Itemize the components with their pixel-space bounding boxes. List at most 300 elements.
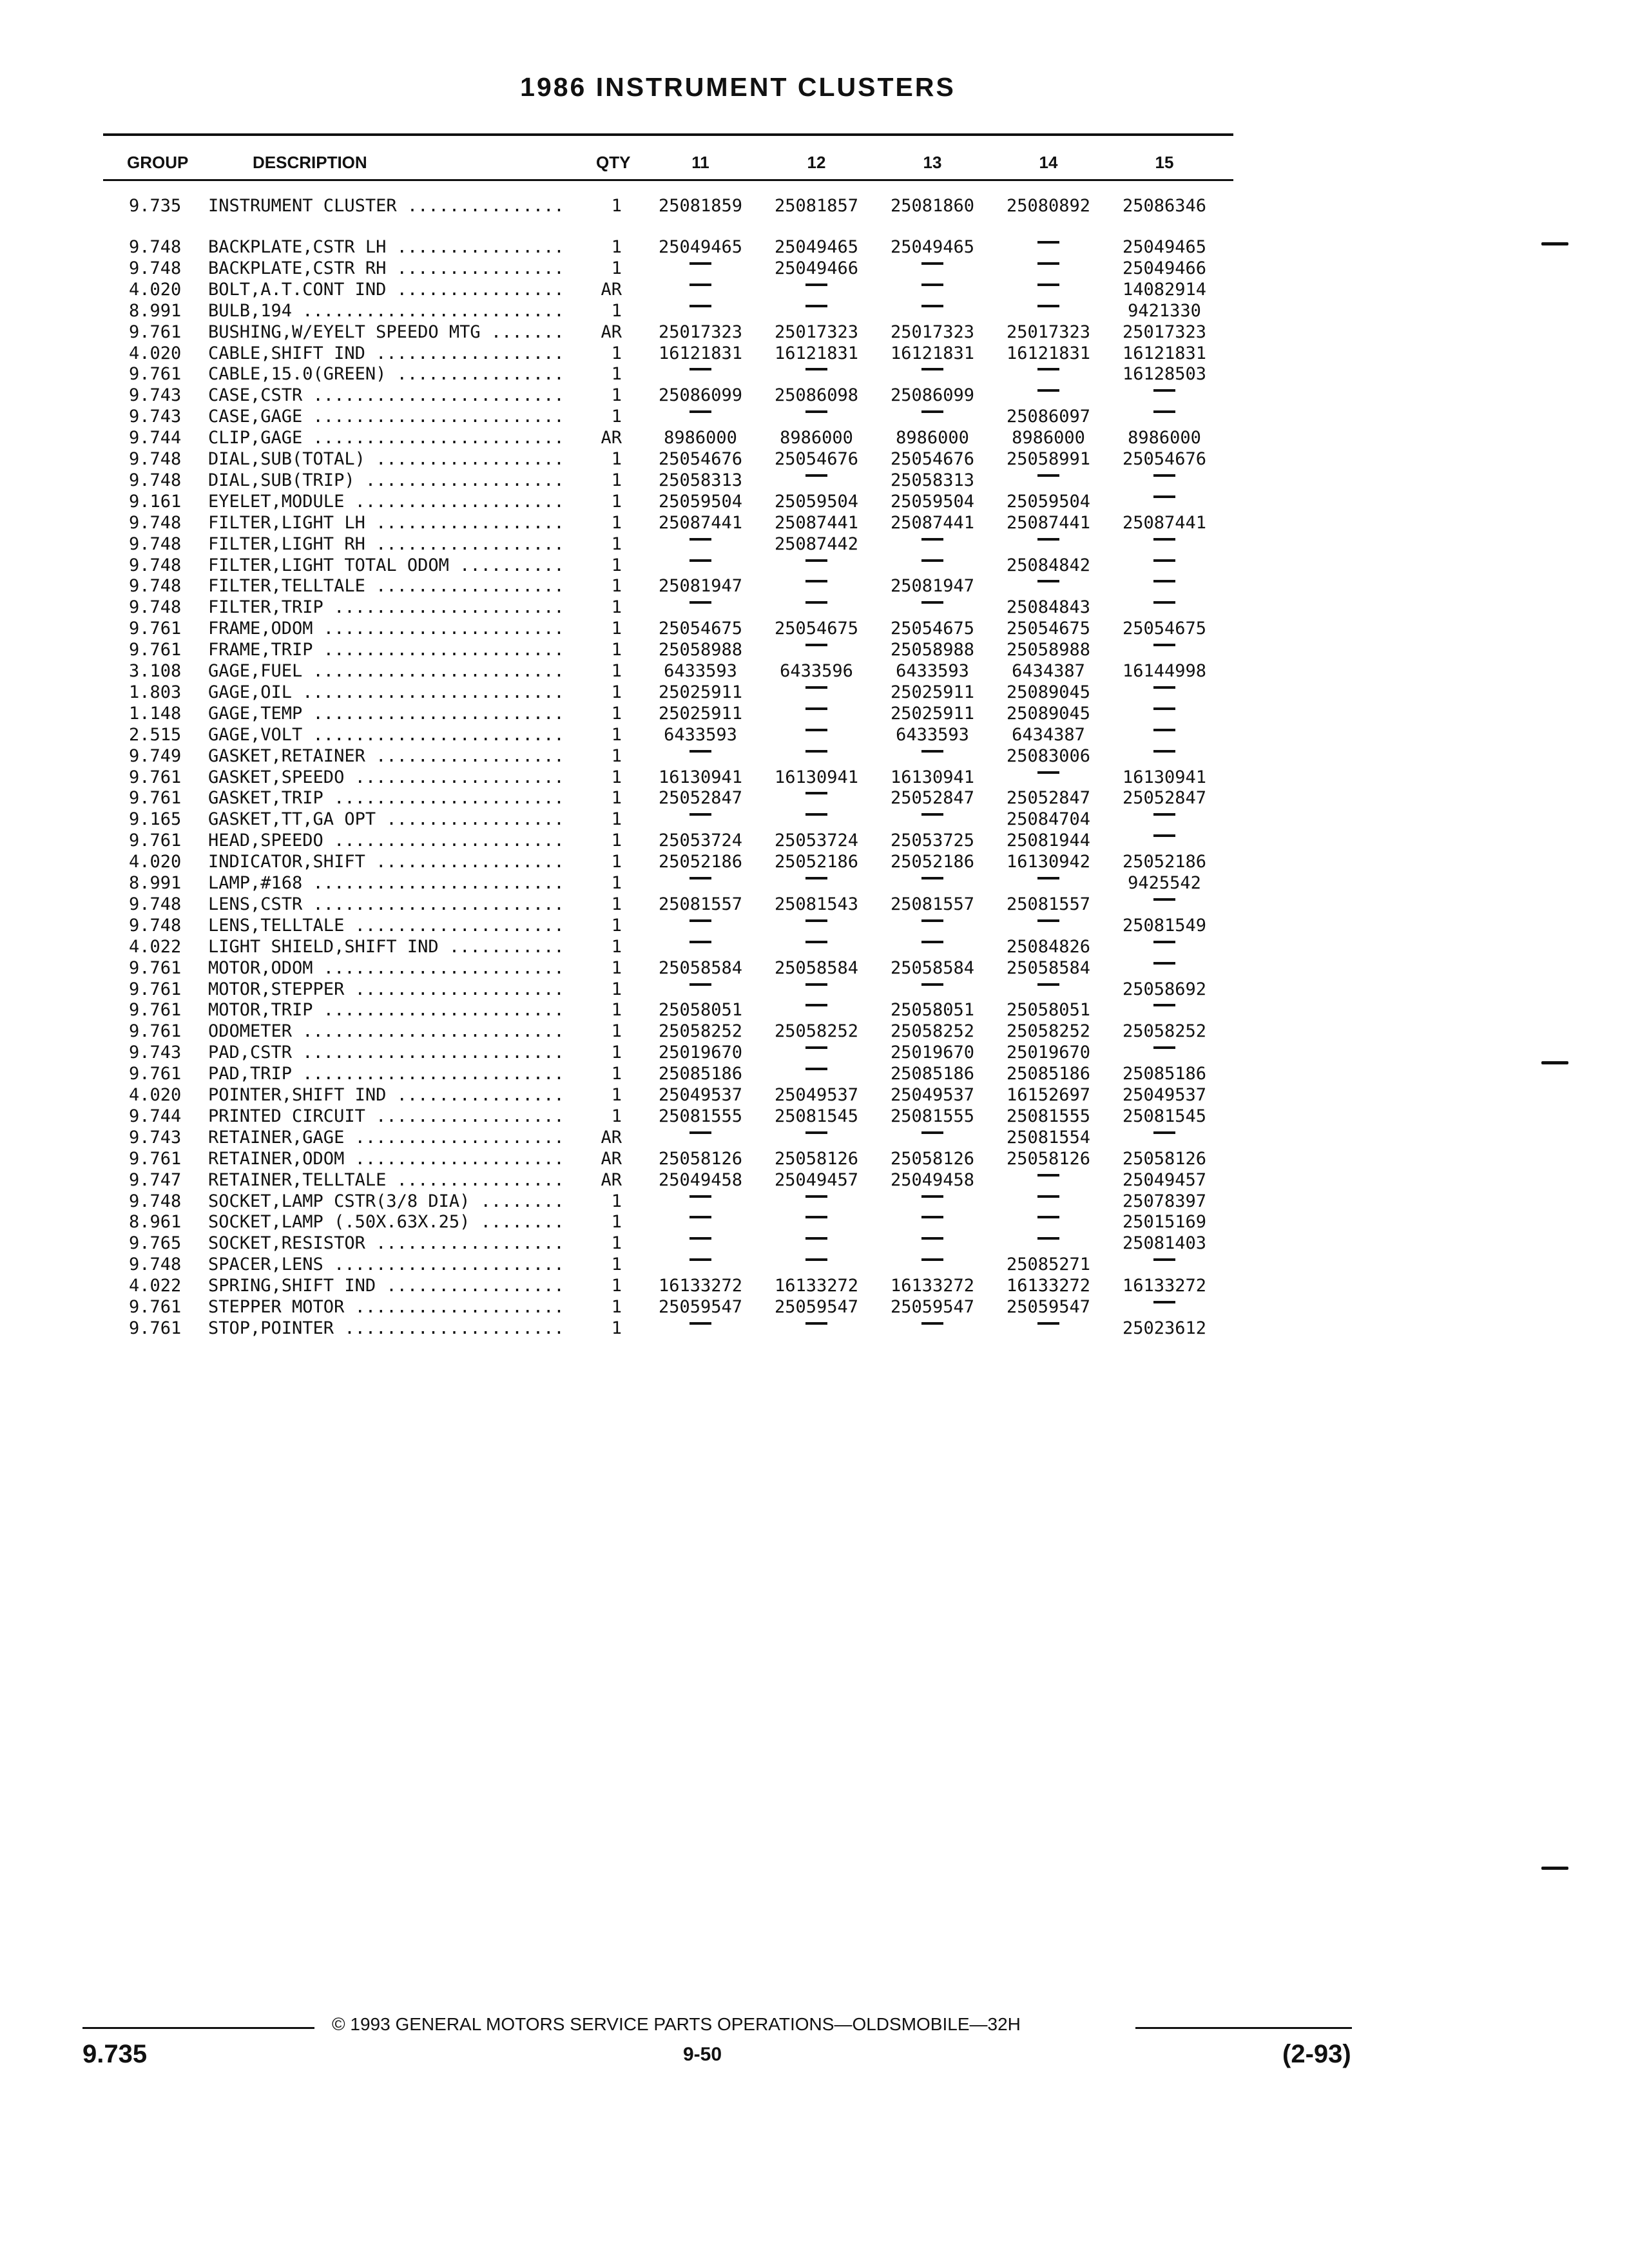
dash-mark [1153,580,1175,582]
dash-mark [689,538,711,541]
dash-mark [1153,538,1175,541]
group-cell: 9.761 [129,1021,182,1042]
qty-cell: 1 [611,1085,622,1105]
part-number-cell: 25049466 [774,258,859,278]
not-applicable-dash [874,1254,990,1275]
not-applicable-dash [758,363,874,385]
not-applicable-dash [758,915,874,936]
part-number-cell: 25017323 [1122,322,1207,342]
not-applicable-dash [1106,682,1222,703]
part-number-cell: 6433596 [780,661,853,681]
part-number-cell: 25086098 [774,385,859,406]
not-applicable-dash [1106,385,1222,406]
dash-mark [689,877,711,879]
description-cell: FILTER,TELLTALE .................. [208,576,564,597]
not-applicable-dash [1106,575,1222,597]
qty-cell: AR [601,279,622,300]
dash-mark [805,1004,827,1006]
dash-mark [805,474,827,477]
header-col-14: 14 [1039,153,1058,172]
part-number-cell: 16128503 [1122,364,1207,385]
description-cell: MOTOR,STEPPER .................... [208,979,564,999]
table-row [0,343,1233,364]
part-number-cell: 25087442 [774,533,859,554]
part-number-cell: 25058126 [1006,1148,1091,1169]
not-applicable-dash [642,872,758,894]
part-number-cell: 25085186 [890,1064,975,1084]
dash-mark [1153,1004,1175,1006]
dash-mark [805,750,827,753]
table-row [0,787,1233,809]
table-row [0,1211,1233,1233]
part-number-cell: 25049537 [774,1085,859,1105]
not-applicable-dash [874,872,990,894]
group-cell: 9.748 [129,576,182,597]
part-number-cell: 25087441 [1006,512,1091,533]
not-applicable-dash [758,1211,874,1233]
part-number-cell: 25081557 [890,894,975,914]
part-number-cell: 25052186 [774,852,859,872]
group-cell: 9.748 [129,1191,182,1211]
table-row [0,512,1233,533]
group-cell: 9.748 [129,915,182,936]
group-cell: 9.761 [129,640,182,660]
dash-mark [689,368,711,370]
not-applicable-dash [758,406,874,427]
dash-mark [805,1195,827,1198]
dash-mark [805,813,827,816]
part-number-cell: 25081859 [658,196,743,216]
not-applicable-dash [642,915,758,936]
group-cell: 1.148 [129,703,182,724]
part-number-cell: 25053725 [890,831,975,851]
not-applicable-dash [990,363,1106,385]
dash-mark [689,1322,711,1325]
dash-mark [805,729,827,731]
dash-mark [805,580,827,582]
not-applicable-dash [642,597,758,618]
part-number-cell: 25053724 [658,831,743,851]
group-cell: 4.022 [129,1276,182,1296]
not-applicable-dash [990,979,1106,1000]
part-number-cell: 25054675 [1122,619,1207,639]
header-qty: QTY [596,153,631,172]
table-row [0,1127,1233,1148]
not-applicable-dash [642,363,758,385]
dash-mark [689,1131,711,1134]
part-number-cell: 16133272 [1122,1276,1207,1296]
not-applicable-dash [1106,724,1222,745]
group-cell: 9.743 [129,407,182,427]
qty-cell: 1 [611,364,622,385]
part-number-cell: 25049458 [658,1169,743,1190]
qty-cell: 1 [611,915,622,936]
part-number-cell: 25049537 [890,1085,975,1105]
header-group: GROUP [127,153,189,172]
part-number-cell: 25052847 [658,788,743,809]
part-number-cell: 8986000 [1128,428,1201,448]
not-applicable-dash [874,745,990,767]
not-applicable-dash [642,1127,758,1148]
part-number-cell: 16152697 [1006,1085,1091,1105]
part-number-cell: 25058313 [890,470,975,490]
qty-cell: 1 [611,491,622,512]
not-applicable-dash [642,745,758,767]
table-row [0,979,1233,1000]
qty-cell: 1 [611,682,622,702]
group-cell: 9.761 [129,831,182,851]
page-title: 1986 INSTRUMENT CLUSTERS [520,72,956,102]
qty-cell: 1 [611,852,622,872]
not-applicable-dash [758,724,874,745]
part-number-cell: 25058584 [658,957,743,978]
not-applicable-dash [874,533,990,555]
description-cell: FILTER,LIGHT LH .................. [208,512,564,533]
dash-mark [1153,474,1175,477]
table-row [0,745,1233,767]
dash-mark [805,410,827,413]
qty-cell: 1 [611,767,622,787]
not-applicable-dash [1106,533,1222,555]
not-applicable-dash [642,1211,758,1233]
qty-cell: 1 [611,597,622,618]
table-row [0,363,1233,385]
part-number-cell: 25081947 [658,576,743,597]
dash-mark [689,941,711,943]
dash-mark [1153,1046,1175,1049]
qty-cell: AR [601,1169,622,1190]
qty-cell: 1 [611,1318,622,1338]
dash-mark [921,877,943,879]
dash-mark [805,305,827,307]
description-cell: HEAD,SPEEDO ...................... [208,831,564,851]
dash-mark [689,813,711,816]
group-cell: 9.749 [129,745,182,766]
dash-mark [805,559,827,562]
part-number-cell: 25019670 [890,1043,975,1063]
group-cell: 2.515 [129,724,182,745]
dash-mark [689,1237,711,1240]
part-number-cell: 25084826 [1006,936,1091,957]
dash-mark [805,284,827,286]
part-number-cell: 25081403 [1122,1233,1207,1254]
not-applicable-dash [990,258,1106,279]
dash-mark [805,1046,827,1049]
part-number-cell: 25084843 [1006,597,1091,618]
table-row [0,406,1233,427]
part-number-cell: 6433593 [896,661,969,681]
group-cell: 9.748 [129,533,182,554]
part-number-cell: 25085186 [658,1064,743,1084]
not-applicable-dash [874,363,990,385]
dash-mark [805,1068,827,1070]
table-row [0,448,1233,470]
dash-mark [689,750,711,753]
group-cell: 8.961 [129,1212,182,1233]
part-number-cell: 25089045 [1006,703,1091,724]
table-row [0,258,1233,279]
qty-cell: 1 [611,809,622,830]
table-row [0,767,1233,788]
not-applicable-dash [990,767,1106,788]
group-cell: 9.743 [129,1127,182,1148]
part-number-cell: 25058126 [890,1148,975,1169]
not-applicable-dash [1106,597,1222,618]
not-applicable-dash [1106,1254,1222,1275]
dash-mark [689,1258,711,1261]
dash-mark [1153,834,1175,837]
dash-mark [921,1258,943,1261]
dash-mark [1037,580,1059,582]
part-number-cell: 25058988 [1006,640,1091,660]
part-number-cell: 25086346 [1122,196,1207,216]
qty-cell: 1 [611,831,622,851]
description-cell: SOCKET,LAMP (.50X.63X.25) ........ [208,1212,564,1233]
part-number-cell: 25081944 [1006,831,1091,851]
part-number-cell: 25081557 [1006,894,1091,914]
table-row [0,1063,1233,1084]
footer-rule-right [1135,2027,1352,2029]
qty-cell: 1 [611,1276,622,1296]
part-number-cell: 6433593 [896,724,969,745]
not-applicable-dash [990,575,1106,597]
description-cell: RETAINER,TELLTALE ................ [208,1169,564,1190]
group-cell: 9.761 [129,957,182,978]
not-applicable-dash [642,1254,758,1275]
description-cell: LENS,TELLTALE .................... [208,915,564,936]
group-cell: 9.735 [129,196,182,216]
not-applicable-dash [758,1191,874,1212]
not-applicable-dash [990,1318,1106,1339]
description-cell: SPRING,SHIFT IND ................. [208,1276,564,1296]
part-number-cell: 25017323 [774,322,859,342]
part-number-cell: 25025911 [658,682,743,702]
qty-cell: 1 [611,470,622,490]
table-row [0,936,1233,957]
margin-mark [1541,1061,1568,1064]
part-number-cell: 25025911 [890,682,975,702]
table-row [0,1042,1233,1063]
part-number-cell: 25081543 [774,894,859,914]
dash-mark [921,410,943,413]
not-applicable-dash [642,533,758,555]
group-cell: 9.761 [129,1297,182,1317]
part-number-cell: 25058051 [1006,1000,1091,1021]
dash-mark [921,1322,943,1325]
dash-mark [689,1195,711,1198]
not-applicable-dash [758,555,874,576]
group-cell: 4.020 [129,343,182,363]
description-cell: GAGE,VOLT ........................ [208,724,564,745]
dash-mark [689,410,711,413]
not-applicable-dash [1106,1042,1222,1063]
not-applicable-dash [1106,999,1222,1021]
description-cell: LAMP,#168 ........................ [208,873,564,893]
dash-mark [805,983,827,986]
part-number-cell: 16130941 [774,767,859,787]
part-number-cell: 6433593 [664,724,737,745]
table-row [0,660,1233,682]
qty-cell: 1 [611,300,622,321]
part-number-cell: 25025911 [658,703,743,724]
part-number-cell: 16121831 [658,343,743,363]
table-row [0,236,1233,258]
part-number-cell: 16121831 [774,343,859,363]
dash-mark [805,941,827,943]
not-applicable-dash [874,979,990,1000]
dash-mark [921,284,943,286]
not-applicable-dash [1106,1127,1222,1148]
not-applicable-dash [758,745,874,767]
description-cell: SOCKET,RESISTOR .................. [208,1233,564,1254]
not-applicable-dash [874,1211,990,1233]
part-number-cell: 25089045 [1006,682,1091,702]
table-row [0,322,1233,343]
not-applicable-dash [758,1254,874,1275]
dash-mark [805,877,827,879]
dash-mark [1153,1258,1175,1261]
description-cell: DIAL,SUB(TRIP) ................... [208,470,564,490]
group-cell: 8.991 [129,873,182,893]
part-number-cell: 25058252 [890,1021,975,1042]
dash-mark [1037,305,1059,307]
part-number-cell: 25052847 [1006,788,1091,809]
dash-mark [1153,410,1175,413]
not-applicable-dash [874,1318,990,1339]
part-number-cell: 25054675 [890,619,975,639]
part-number-cell: 16130941 [890,767,975,787]
table-row [0,1254,1233,1275]
table-row [0,618,1233,639]
not-applicable-dash [1106,703,1222,724]
dash-mark [1037,1174,1059,1177]
dash-mark [805,1237,827,1240]
dash-mark [805,601,827,604]
part-number-cell: 16121831 [890,343,975,363]
not-applicable-dash [758,597,874,618]
dash-mark [1037,983,1059,986]
header-col-13: 13 [923,153,942,172]
group-cell: 9.761 [129,1064,182,1084]
table-row [0,1275,1233,1296]
description-cell: SOCKET,LAMP CSTR(3/8 DIA) ........ [208,1191,564,1211]
not-applicable-dash [874,258,990,279]
dash-mark [1153,1301,1175,1303]
not-applicable-dash [642,406,758,427]
description-cell: CASE,CSTR ........................ [208,385,564,406]
part-number-cell: 25059504 [890,491,975,512]
not-applicable-dash [758,639,874,660]
part-number-cell: 25059504 [658,491,743,512]
table-row [0,957,1233,979]
part-number-cell: 25058252 [1006,1021,1091,1042]
not-applicable-dash [874,406,990,427]
part-number-cell: 25058051 [658,1000,743,1021]
part-number-cell: 8986000 [664,428,737,448]
table-row [0,1084,1233,1106]
part-number-cell: 25049457 [774,1169,859,1190]
not-applicable-dash [758,1318,874,1339]
part-number-cell: 25023612 [1122,1318,1207,1338]
dash-mark [1153,644,1175,646]
part-number-cell: 6434387 [1012,661,1085,681]
part-number-cell: 16130941 [658,767,743,787]
part-number-cell: 16130942 [1006,852,1091,872]
dash-mark [1037,919,1059,922]
group-cell: 9.743 [129,1043,182,1063]
table-row [0,385,1233,406]
part-number-cell: 16133272 [890,1276,975,1296]
dash-mark [805,1322,827,1325]
dash-mark [921,538,943,541]
table-row [0,639,1233,660]
description-cell: GASKET,TT,GA OPT ................. [208,809,564,830]
not-applicable-dash [758,279,874,300]
description-cell: GASKET,TRIP ...................... [208,788,564,809]
part-number-cell: 25081555 [890,1106,975,1126]
part-number-cell: 25085271 [1006,1254,1091,1275]
description-cell: LIGHT SHIELD,SHIFT IND ........... [208,936,564,957]
part-number-cell: 25052186 [890,852,975,872]
part-number-cell: 25058584 [890,957,975,978]
dash-mark [921,368,943,370]
table-row [0,533,1233,555]
not-applicable-dash [990,1233,1106,1254]
group-cell: 9.761 [129,619,182,639]
not-applicable-dash [758,1042,874,1063]
qty-cell: 1 [611,788,622,809]
group-cell: 4.022 [129,936,182,957]
table-row [0,427,1233,448]
description-cell: BOLT,A.T.CONT IND ................ [208,279,564,300]
part-number-cell: 25058988 [658,640,743,660]
not-applicable-dash [990,236,1106,258]
qty-cell: 1 [611,1297,622,1317]
part-number-cell: 25054675 [1006,619,1091,639]
part-number-cell: 25049458 [890,1169,975,1190]
description-cell: BACKPLATE,CSTR LH ................ [208,237,564,257]
description-cell: FILTER,TRIP ...................... [208,597,564,618]
footer-rule-left [82,2027,314,2029]
qty-cell: 1 [611,724,622,745]
table-row [0,555,1233,576]
dash-mark [921,1216,943,1218]
dash-mark [1153,898,1175,901]
not-applicable-dash [1106,809,1222,830]
part-number-cell: 25058126 [1122,1148,1207,1169]
table-row [0,1318,1233,1339]
description-cell: CLIP,GAGE ........................ [208,428,564,448]
group-cell: 4.020 [129,852,182,872]
part-number-cell: 16133272 [1006,1276,1091,1296]
table-row [0,915,1233,936]
dash-mark [921,941,943,943]
group-cell: 9.761 [129,1318,182,1338]
description-cell: GAGE,FUEL ........................ [208,661,564,681]
part-number-cell: 25058692 [1122,979,1207,999]
part-number-cell: 25059547 [774,1297,859,1317]
footer-copyright: © 1993 GENERAL MOTORS SERVICE PARTS OPERATIONS—OLDSMOBILE—32H [332,2014,1021,2034]
group-cell: 9.748 [129,597,182,618]
dash-mark [1153,729,1175,731]
not-applicable-dash [642,1191,758,1212]
group-cell: 9.748 [129,258,182,278]
qty-cell: 1 [611,957,622,978]
not-applicable-dash [642,979,758,1000]
description-cell: BACKPLATE,CSTR RH ................ [208,258,564,278]
part-number-cell: 25086097 [1006,407,1091,427]
not-applicable-dash [642,279,758,300]
